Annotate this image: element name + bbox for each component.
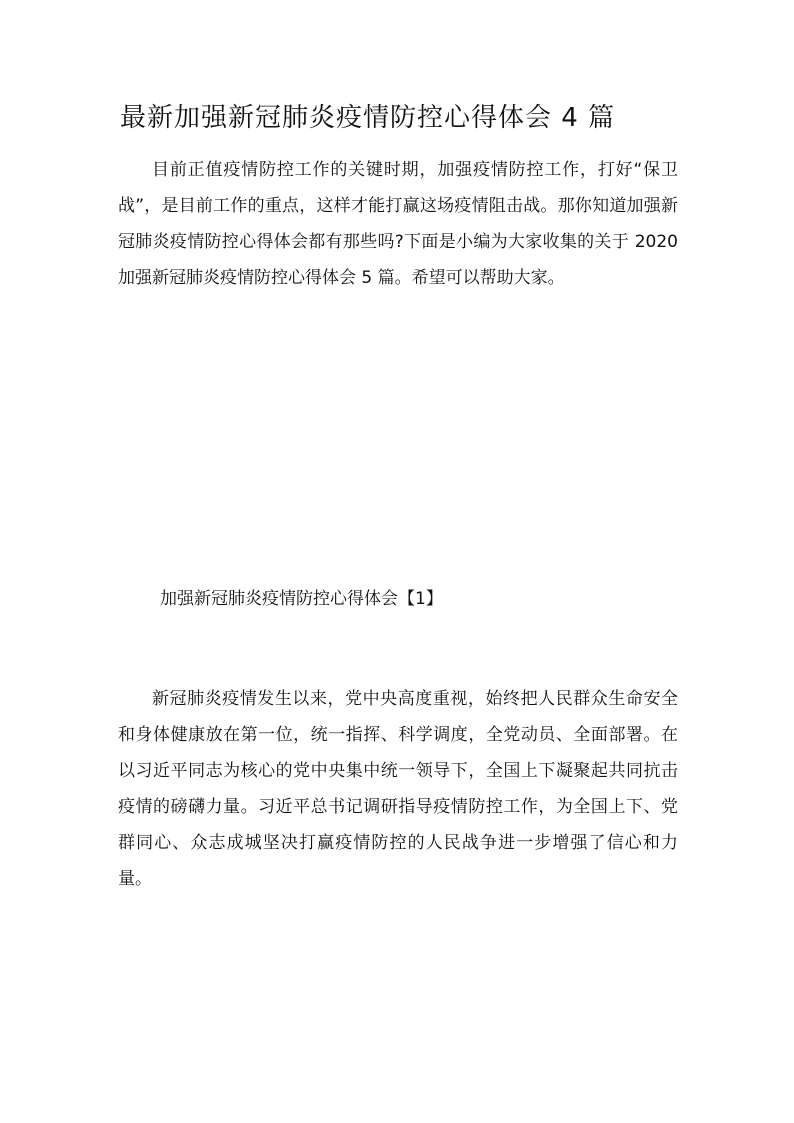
intro-paragraph: 目前正值疫情防控工作的关键时期，加强疫情防控工作，打好“保卫战”，是目前工作的重点，这样才能打赢这场疫情阻击战。那你知道加强新冠肺炎疫情防控心得体会都有那些吗?下面是小编为大家收集的关于 2020 加强新冠肺炎疫情防控心得体会 5 篇。希望可以帮助大家。 (118, 160, 678, 288)
section-heading-1: 加强新冠肺炎疫情防控心得体会【1】 (160, 589, 443, 609)
section-body-1: 新冠肺炎疫情发生以来，党中央高度重视，始终把人民群众生命安全和身体健康放在第一位，统一指挥、科学调度，全党动员、全面部署。在以习近平同志为核心的党中央集中统一领导下，全国上下凝聚起共同抗击疫情的磅礴力量。习近平总书记调研指导疫情防控工作，为全国上下、党群同心、众志成城坚决打赢疫情防控的人民战争进一步增强了信心和力量。 (118, 689, 678, 889)
document-title: 最新加强新冠肺炎疫情防控心得体会 4 篇 (120, 103, 616, 133)
